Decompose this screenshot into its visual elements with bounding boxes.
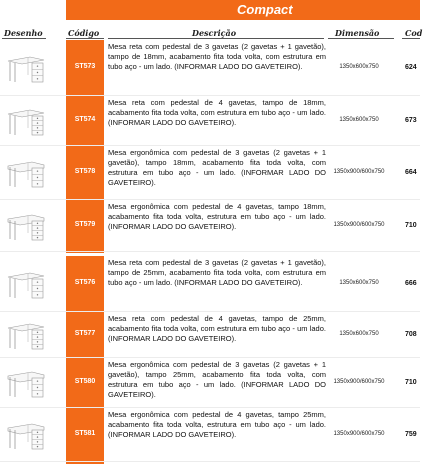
product-cod: 673 xyxy=(405,117,417,124)
row-divider xyxy=(0,461,420,462)
table-row xyxy=(0,312,420,358)
table-row xyxy=(0,200,420,252)
header-underline xyxy=(328,38,394,39)
table-row xyxy=(0,40,420,96)
product-description: Mesa reta com pedestal de 4 gavetas, tampo de 25mm, acabamento fita toda volta, com estrutura em tubo aço - um lado. (INFORMAR LADO DO GAVETEIRO). xyxy=(108,314,326,343)
product-dimension: 1350x600x750 xyxy=(339,280,379,286)
product-code: ST576 xyxy=(74,279,96,286)
product-cod: 664 xyxy=(405,169,417,176)
product-code: ST577 xyxy=(74,330,96,337)
product-dimension: 1350x600x750 xyxy=(339,331,379,337)
desk-pedestal-3-drawer-icon xyxy=(6,51,46,85)
product-description: Mesa reta com pedestal de 4 gavetas, tampo de 18mm, acabamento fita toda volta, com estrutura em tubo aço - um lado. (INFORMAR LADO DO GAVETEIRO). xyxy=(108,98,326,127)
ergonomic-desk-3-drawer-icon xyxy=(6,156,46,190)
product-cod: 708 xyxy=(405,331,417,338)
row-divider xyxy=(0,251,420,252)
header-descricao: Descrição xyxy=(192,28,237,38)
product-description: Mesa ergonômica com pedestal de 3 gavetas (2 gavetas + 1 gavetão), tampo 18mm, acabamento fita toda volta, com estrutura em tubo aço - um lado. (INFORMAR LADO DO GAVETEIRO). xyxy=(108,148,326,187)
product-dimension: 1350x900/600x750 xyxy=(333,222,385,228)
product-cod: 710 xyxy=(405,222,417,229)
header-underline xyxy=(108,38,324,39)
product-description: Mesa reta com pedestal de 3 gavetas (2 gavetas + 1 gavetão), tampo de 25mm, acabamento fita toda volta, com estrutura em tubo aço - um lado. (INFORMAR LADO DO GAVETEIRO). xyxy=(108,258,326,287)
product-description: Mesa ergonômica com pedestal de 3 gavetas (2 gavetas + 1 gavetão), tampo 25mm, acabamento fita toda volta, com estrutura em tubo aço - um lado. (INFORMAR LADO DO GAVETEIRO). xyxy=(108,360,326,399)
product-code: ST574 xyxy=(74,116,96,123)
table-row xyxy=(0,408,420,462)
desk-pedestal-4-drawer-icon xyxy=(6,104,46,138)
product-code: ST573 xyxy=(74,63,96,70)
header-underline xyxy=(402,38,420,39)
banner-title: Compact xyxy=(237,2,293,17)
product-cod: 710 xyxy=(405,379,417,386)
ergonomic-desk-4-drawer-icon xyxy=(6,418,46,452)
header-cod: Cod xyxy=(405,28,423,38)
product-dimension: 1350x600x750 xyxy=(339,64,379,70)
header-underline xyxy=(2,38,46,39)
table-row xyxy=(0,256,420,312)
product-code: ST579 xyxy=(74,221,96,228)
product-description: Mesa ergonômica com pedestal de 4 gavetas, tampo 18mm, acabamento fita toda volta, estrutura em tubo aço - um lado. (INFORMAR LADO DO GAVETEIRO). xyxy=(108,202,326,231)
product-cod: 624 xyxy=(405,64,417,71)
header-codigo: Código xyxy=(68,28,100,38)
ergonomic-desk-4-drawer-icon xyxy=(6,209,46,243)
product-code: ST578 xyxy=(74,168,96,175)
product-description: Mesa reta com pedestal de 3 gavetas (2 gavetas + 1 gavetão), tampo de 18mm, acabamento fita toda volta, com estrutura em tubo aço - um lado. (INFORMAR LADO DO GAVETEIRO). xyxy=(108,42,326,71)
ergonomic-desk-3-drawer-icon xyxy=(6,366,46,400)
product-dimension: 1350x900/600x750 xyxy=(333,431,385,437)
desk-pedestal-4-drawer-icon xyxy=(6,318,46,352)
product-dimension: 1350x900/600x750 xyxy=(333,169,385,175)
product-dimension: 1350x600x750 xyxy=(339,117,379,123)
header-dimensao: Dimensão xyxy=(335,28,380,38)
product-code: ST580 xyxy=(74,378,96,385)
product-cod: 759 xyxy=(405,431,417,438)
desk-pedestal-3-drawer-icon xyxy=(6,267,46,301)
header-desenho: Desenho xyxy=(4,28,43,38)
product-description: Mesa ergonômica com pedestal de 4 gavetas, tampo 25mm, acabamento fita toda volta, estrutura em tubo aço - um lado. (INFORMAR LADO DO GAVETEIRO). xyxy=(108,410,326,439)
table-row xyxy=(0,146,420,200)
header-underline xyxy=(66,38,104,39)
product-code: ST581 xyxy=(74,430,96,437)
table-row xyxy=(0,358,420,408)
product-dimension: 1350x900/600x750 xyxy=(333,379,385,385)
product-cod: 666 xyxy=(405,280,417,287)
table-row xyxy=(0,96,420,146)
